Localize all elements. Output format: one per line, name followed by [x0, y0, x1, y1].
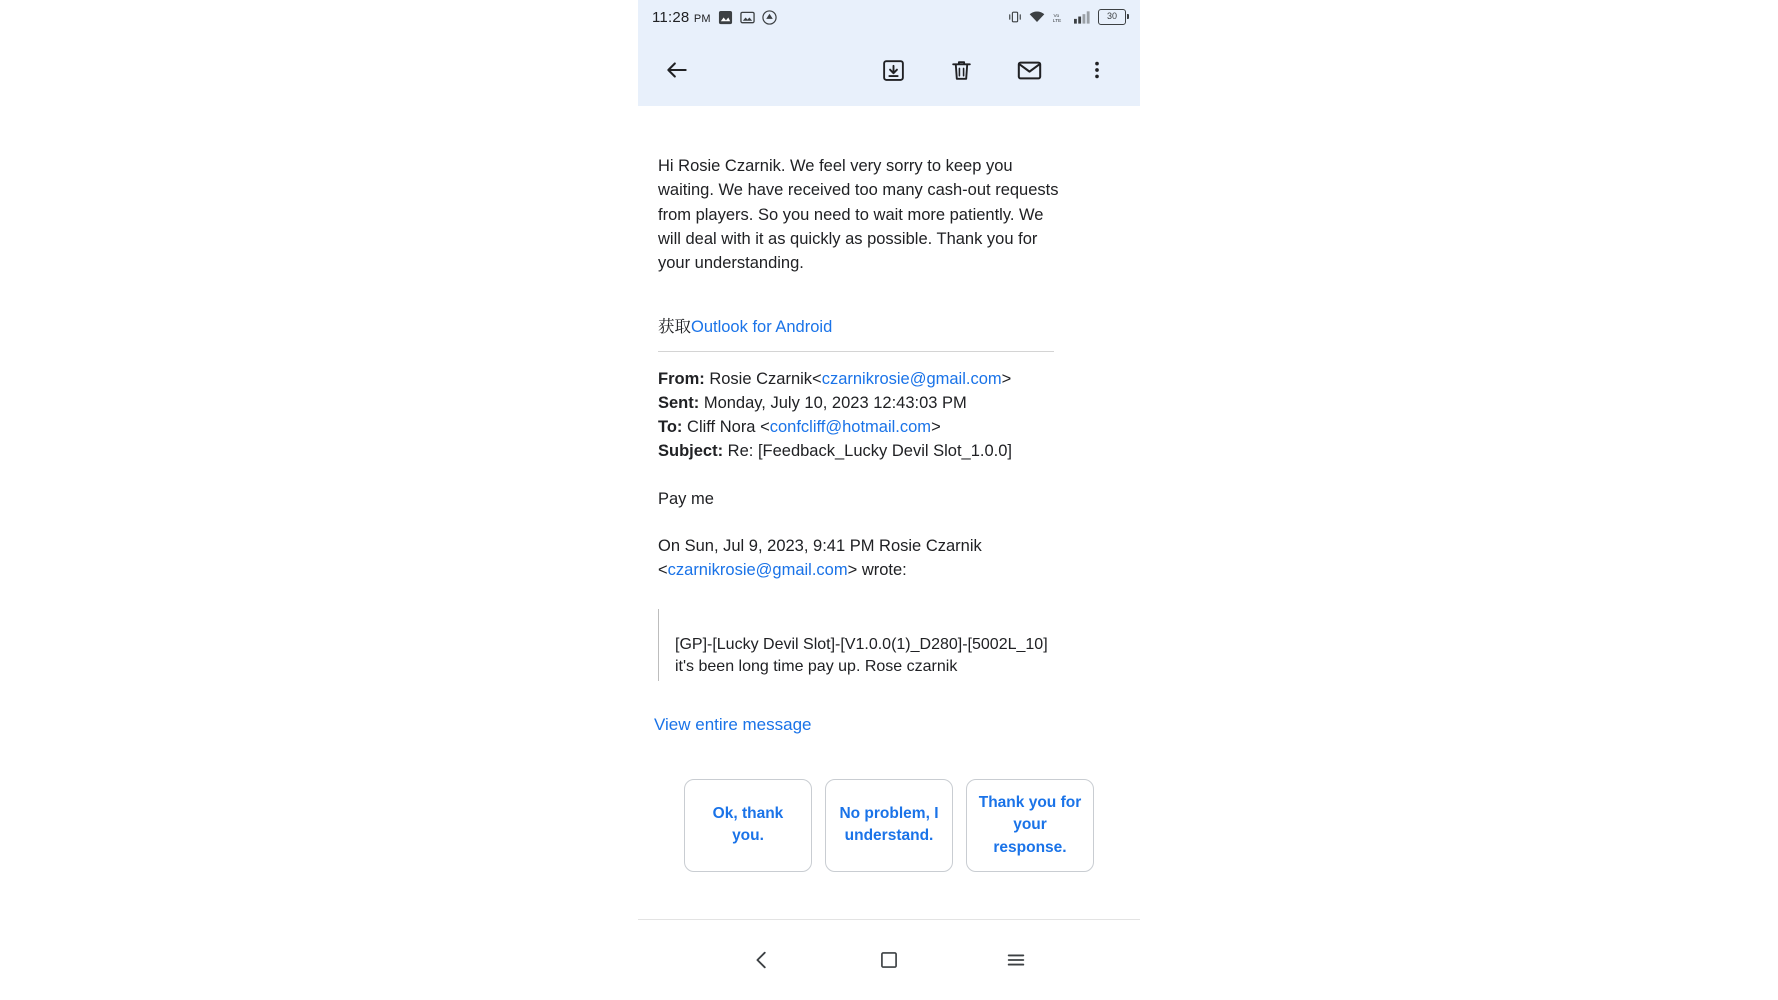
to-close-bracket: > [931, 418, 941, 437]
system-nav-bar [638, 920, 1140, 1000]
sent-label: Sent: [658, 394, 700, 413]
reply-text: Pay me [658, 489, 714, 508]
smart-reply-chip-1[interactable]: Ok, thank you. [684, 779, 812, 872]
volte-icon [1052, 10, 1067, 25]
drive-icon [762, 10, 777, 25]
vibrate-icon [1008, 10, 1022, 24]
delete-icon[interactable] [938, 47, 984, 93]
smart-reply-chips [656, 779, 1122, 872]
action-bar [638, 34, 1140, 106]
nav-home-icon[interactable] [865, 936, 913, 984]
header-divider [658, 351, 1054, 352]
to-name: Cliff Nora < [682, 418, 770, 437]
archive-icon[interactable] [870, 47, 916, 93]
message-paragraph: Hi Rosie Czarnik. We feel very sorry to keep you waiting. We have received too many cash-out requests from players. So you need to wait more patiently. We will deal with it as quickly as possible. Thank you for your understanding. [658, 157, 1059, 272]
action-bar-actions [870, 47, 1120, 93]
signal-icon [1074, 10, 1091, 24]
to-row [658, 416, 1058, 440]
get-outlook-prefix: 获取 [658, 318, 691, 337]
quoted-block [658, 609, 1122, 681]
nav-back-icon[interactable] [738, 936, 786, 984]
email-body[interactable] [638, 106, 1140, 919]
svg-text:Vo: Vo [1053, 13, 1060, 19]
from-close-bracket: > [1001, 370, 1012, 389]
image-icon [740, 10, 755, 25]
subject-row [658, 440, 1058, 464]
wrote-prefix: On Sun, Jul 9, 2023, 9:41 PM Rosie Czarnik < [658, 536, 982, 579]
from-label: From: [658, 370, 705, 389]
subject-label: Subject: [658, 442, 724, 461]
photos-icon [718, 10, 733, 25]
quote-line-2: it's been long time pay up. Rose czarnik [675, 658, 958, 676]
from-row [658, 368, 1058, 392]
outlook-for-android-link[interactable]: Outlook for Android [691, 318, 833, 337]
wrote-line [658, 535, 1058, 583]
status-bar [638, 0, 1140, 34]
from-name: Rosie Czarnik [704, 370, 813, 389]
svg-text:LTE: LTE [1052, 18, 1062, 24]
quoted-headers [658, 368, 1058, 464]
to-email-link[interactable]: confcliff@hotmail.com [769, 418, 932, 437]
wifi-icon [1029, 10, 1045, 24]
more-options-icon[interactable] [1074, 47, 1120, 93]
view-entire-message-link[interactable]: View entire message [654, 714, 812, 734]
nav-recents-icon[interactable] [992, 936, 1040, 984]
wrote-email-link[interactable]: czarnikrosie@gmail.com [667, 560, 848, 579]
to-label: To: [658, 418, 683, 437]
quoted-block-text [675, 634, 1048, 681]
subject-value: Re: [Feedback_Lucky Devil Slot_1.0.0] [723, 442, 1012, 461]
mark-unread-icon[interactable] [1006, 47, 1052, 93]
get-outlook-line [658, 313, 1122, 337]
sent-value: Monday, July 10, 2023 12:43:03 PM [699, 394, 967, 413]
battery-icon: 30 [1098, 9, 1126, 25]
from-open-bracket: < [812, 370, 822, 389]
status-bar-right [1008, 9, 1126, 25]
phone-screen [638, 0, 1140, 1000]
sent-row [658, 392, 1058, 416]
smart-reply-chip-3[interactable]: Thank you for your response. [966, 779, 1094, 872]
quote-line-1: [GP]-[Lucky Devil Slot]-[V1.0.0(1)_D280]-[5002L_10] [675, 636, 1048, 653]
back-button[interactable] [654, 47, 700, 93]
from-email-link[interactable]: czarnikrosie@gmail.com [821, 370, 1002, 389]
smart-reply-chip-2[interactable]: No problem, I understand. [825, 779, 953, 872]
status-clock: 11:28 PM [652, 8, 711, 26]
status-bar-left [652, 9, 777, 26]
wrote-suffix: > wrote: [847, 560, 907, 579]
